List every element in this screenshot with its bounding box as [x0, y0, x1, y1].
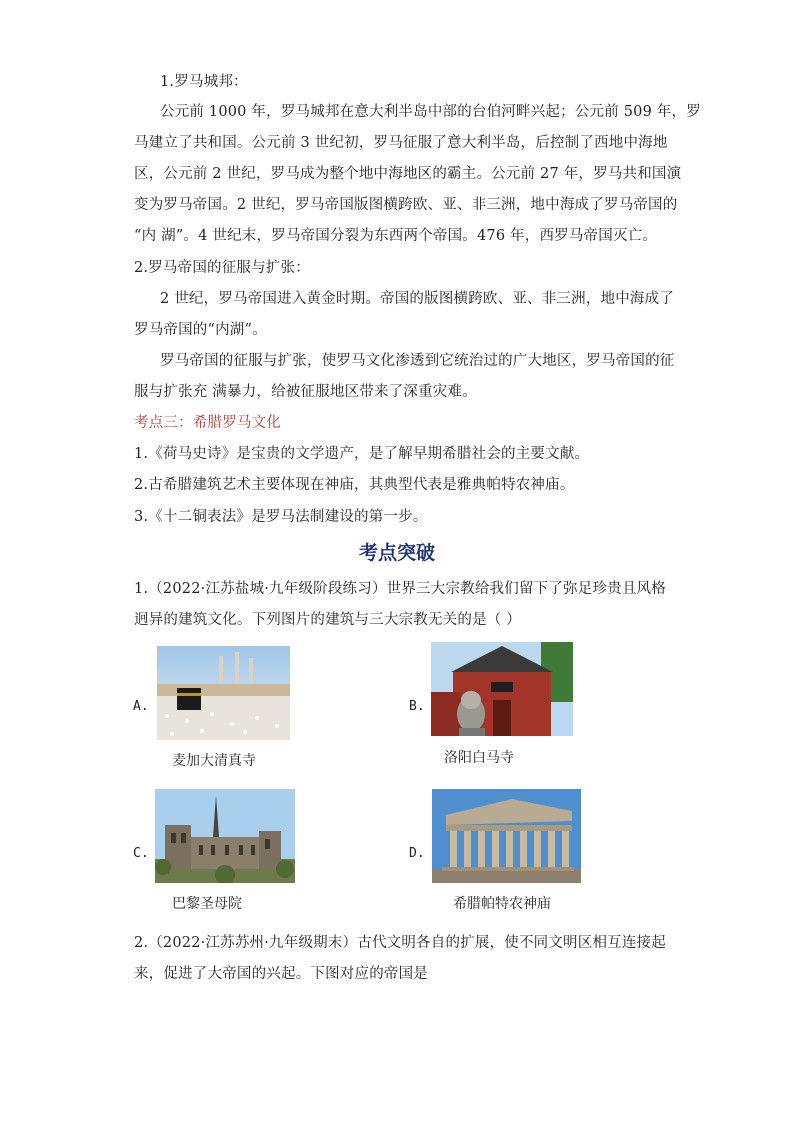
option-d-caption: 希腊帕特农神庙	[453, 896, 551, 912]
list-item: 2.古希腊建筑艺术主要体现在神庙，其典型代表是雅典帕特农神庙。	[134, 477, 575, 493]
mecca-mosque-photo	[157, 646, 290, 740]
notre-dame-photo	[155, 789, 295, 883]
parthenon-photo	[432, 789, 581, 883]
section-heading-conquest: 2.罗马帝国的征服与扩张：	[134, 260, 310, 276]
paragraph-line: 区，公元前 2 世纪，罗马成为整个地中海地区的霸主。公元前 27 年，罗马共和国演	[134, 166, 682, 182]
paragraph-line: “内 湖”。4 世纪末，罗马帝国分裂为东西两个帝国。476 年，西罗马帝国灭亡。	[134, 228, 658, 244]
question-2-line: 来，促进了大帝国的兴起。下图对应的帝国是	[134, 966, 428, 982]
option-c-letter: C.	[133, 846, 149, 861]
question-1-line: 迥异的建筑文化。下列图片的建筑与三大宗教无关的是（ ）	[134, 612, 522, 628]
option-b-letter: B.	[409, 699, 425, 714]
paragraph-line: 罗马帝国的“内湖”。	[134, 322, 267, 338]
list-item: 3.《十二铜表法》是罗马法制建设的第一步。	[134, 509, 428, 525]
paragraph-line: 服与扩张充 满暴力，给被征服地区带来了深重灾难。	[134, 384, 477, 400]
option-c-caption: 巴黎圣母院	[172, 896, 242, 912]
paragraph-line: 马建立了共和国。公元前 3 世纪初，罗马征服了意大利半岛，后控制了西地中海地	[134, 135, 668, 151]
option-b-caption: 洛阳白马寺	[444, 750, 514, 766]
white-horse-temple-photo	[431, 642, 573, 736]
question-2-line: 2.（2022·江苏苏州·九年级期末）古代文明各自的扩展，使不同文明区相互连接起	[134, 935, 666, 951]
paragraph-line: 2 世纪，罗马帝国进入黄金时期。帝国的版图横跨欧、亚、非三洲，地中海成了	[160, 291, 675, 307]
option-a-letter: A.	[133, 699, 149, 714]
practice-title: 考点突破	[358, 542, 435, 564]
paragraph-line: 公元前 1000 年，罗马城邦在意大利半岛中部的台伯河畔兴起；公元前 509 年，罗	[160, 104, 701, 120]
paragraph-line: 变为罗马帝国。2 世纪，罗马帝国版图横跨欧、亚、非三洲，地中海成了罗马帝国的	[134, 197, 678, 213]
section-heading-greek-roman-culture: 考点三：希腊罗马文化	[134, 415, 281, 431]
question-1-line: 1.（2022·江苏盐城·九年级阶段练习）世界三大宗教给我们留下了弥足珍贵且风格	[134, 581, 666, 597]
option-d-letter: D.	[409, 846, 425, 861]
list-item: 1.《荷马史诗》是宝贵的文学遗产，是了解早期希腊社会的主要文献。	[134, 446, 590, 462]
section-heading-roman-city-state: 1.罗马城邦：	[160, 74, 248, 90]
option-a-caption: 麦加大清真寺	[172, 753, 256, 769]
paragraph-line: 罗马帝国的征服与扩张，使罗马文化渗透到它统治过的广大地区，罗马帝国的征	[160, 353, 675, 369]
